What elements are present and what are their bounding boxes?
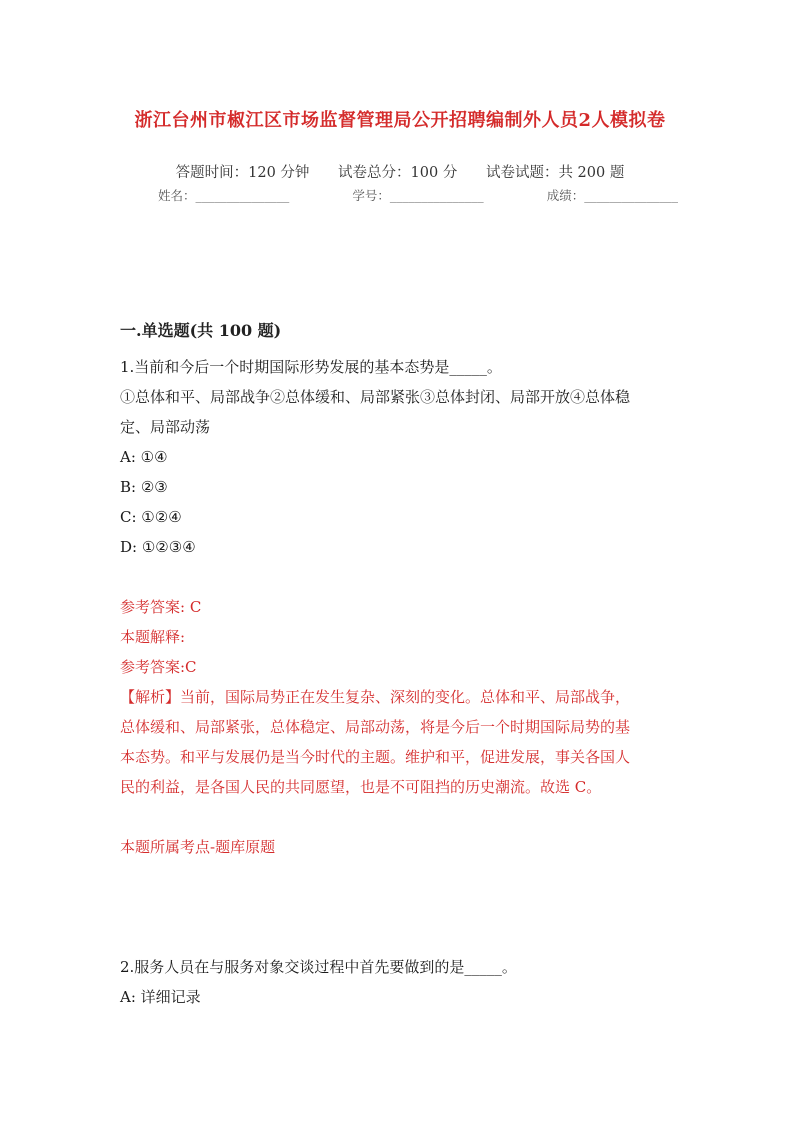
explanation-text: 总体缓和、局部紧张，总体稳定、局部动荡，将是今后一个时期国际局势的基	[120, 718, 631, 736]
option-d: D: ①②③④	[120, 538, 196, 556]
score-field: 成绩：_______________	[546, 188, 678, 203]
explanation-label: 本题解释:	[120, 628, 186, 646]
exam-meta	[0, 161, 800, 182]
name-field: 姓名：_______________	[158, 188, 290, 203]
student-id-field: 学号：_______________	[352, 188, 484, 203]
candidate-fields	[158, 186, 678, 204]
question-statement: 定、局部动荡	[120, 418, 211, 436]
document-title: 浙江台州市椒江区市场监督管理局公开招聘编制外人员2人模拟卷	[134, 110, 666, 131]
question-stem: 1.当前和今后一个时期国际形势发展的基本态势是_____。	[120, 358, 502, 376]
section-heading: 一.单选题(共 100 题)	[120, 321, 282, 340]
topic-note: 本题所属考点-题库原题	[120, 838, 276, 856]
question-statement: ①总体和平、局部战争②总体缓和、局部紧张③总体封闭、局部开放④总体稳	[120, 388, 631, 406]
explanation-text: 【解析】当前，国际局势正在发生复杂、深刻的变化。总体和平、局部战争，	[120, 688, 631, 706]
explanation-text: 本态势。和平与发展仍是当今时代的主题。维护和平，促进发展，事关各国人	[120, 748, 631, 766]
option-a: A: ①④	[120, 448, 168, 466]
reference-answer-2: 参考答案:C	[120, 658, 197, 676]
explanation-text: 民的利益，是各国人民的共同愿望，也是不可阻挡的历史潮流。故选 C。	[120, 778, 602, 796]
question-2	[120, 952, 680, 1012]
question-stem: 2.服务人员在与服务对象交谈过程中首先要做到的是_____。	[120, 958, 517, 976]
option-a: A: 详细记录	[120, 988, 201, 1006]
option-b: B: ②③	[120, 478, 168, 496]
option-c: C: ①②④	[120, 508, 182, 526]
exam-question-count: 试卷试题：共 200 题	[485, 165, 625, 181]
question-1	[120, 352, 680, 862]
reference-answer: 参考答案: C	[120, 598, 202, 616]
exam-total-score: 试卷总分：100 分	[338, 165, 458, 181]
exam-time: 答题时间：120 分钟	[175, 165, 310, 181]
